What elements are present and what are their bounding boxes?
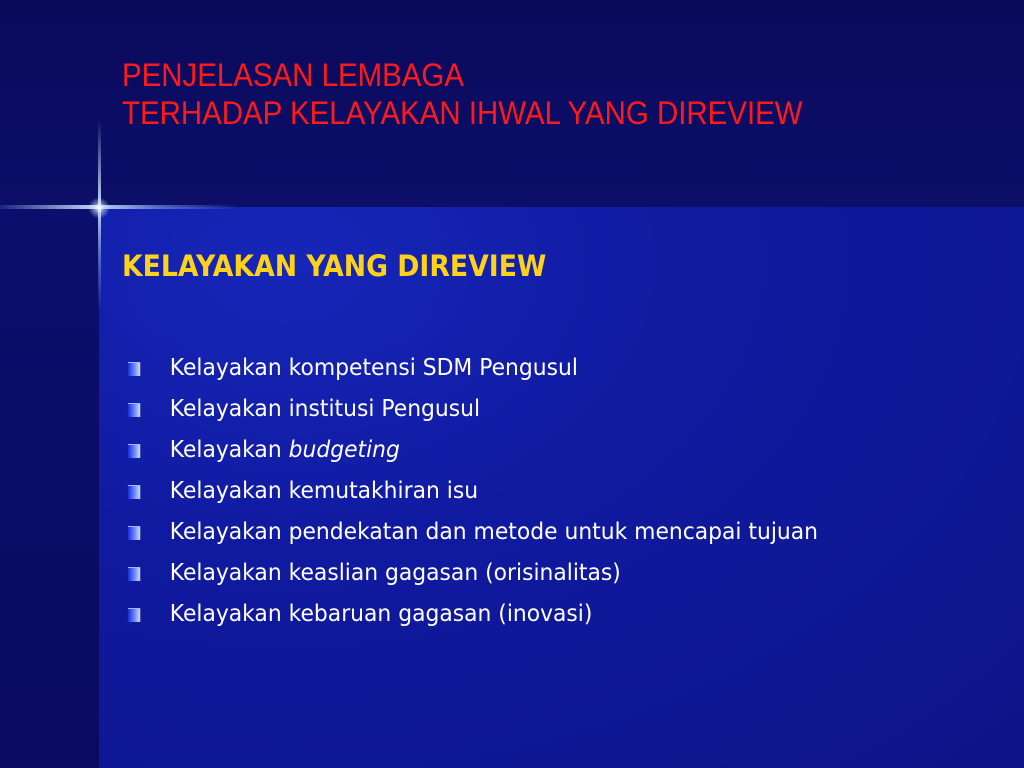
glow-line-horizontal (0, 205, 240, 209)
bullet-text: Kelayakan kebaruan gagasan (inovasi) (169, 601, 593, 627)
bullet-item (126, 430, 892, 471)
bullet-text: Kelayakan pendekatan dan metode untuk mencapai tujuan (169, 519, 819, 545)
slide-title-line-1: PENJELASAN LEMBAGA (122, 57, 464, 93)
bullet-item (126, 512, 892, 553)
bullet-text-prefix: Kelayakan (169, 437, 289, 463)
left-band (0, 207, 99, 768)
bullet-text: Kelayakan keaslian gagasan (orisinalitas) (169, 560, 621, 586)
square-bullet-icon (128, 526, 140, 540)
square-bullet-icon (128, 362, 140, 376)
section-heading: KELAYAKAN YANG DIREVIEW (122, 249, 547, 283)
square-bullet-icon (128, 608, 140, 622)
bullet-item (126, 348, 892, 389)
square-bullet-icon (128, 403, 140, 417)
bullet-text: Kelayakan kompetensi SDM Pengusul (169, 355, 578, 381)
square-bullet-icon (128, 485, 140, 499)
bullet-list (126, 348, 926, 635)
bullet-item (126, 471, 892, 512)
slide-title (122, 56, 803, 132)
bullet-text-emphasis: budgeting (288, 437, 400, 463)
slide-title-line-2: TERHADAP KELAYAKAN IHWAL YANG DIREVIEW (122, 95, 803, 131)
bullet-text: Kelayakan kemutakhiran isu (169, 478, 479, 504)
glow-star-icon (88, 197, 110, 219)
square-bullet-icon (128, 567, 140, 581)
bullet-text: Kelayakan institusi Pengusul (169, 396, 481, 422)
bullet-item (126, 389, 892, 430)
square-bullet-icon (128, 444, 140, 458)
bullet-item (126, 553, 892, 594)
bullet-item (126, 594, 892, 635)
